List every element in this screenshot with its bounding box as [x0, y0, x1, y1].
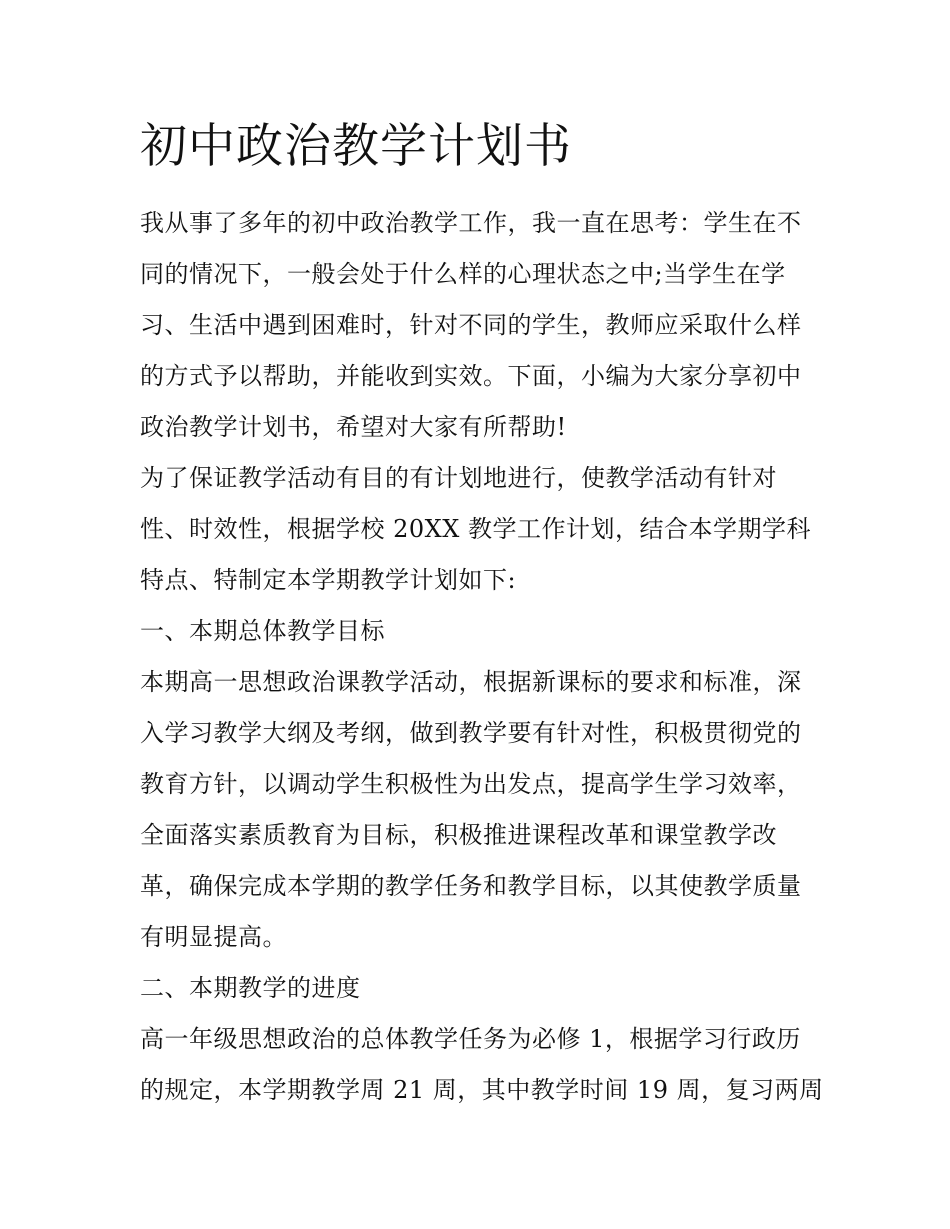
text-line: 同的情况下，一般会处于什么样的心理状态之中;当学生在学: [140, 260, 786, 288]
document-title: 初中政治教学计划书: [140, 119, 572, 174]
text-line: 革，确保完成本学期的教学任务和教学目标，以其使教学质量: [140, 872, 802, 900]
text-line: 我从事了多年的初中政治教学工作，我一直在思考：学生在不: [140, 209, 802, 237]
text-line: 的规定，本学期教学周 21 周，其中教学时间 19 周，复习两周: [140, 1076, 824, 1104]
text-line: 性、时效性，根据学校 20XX 教学工作计划，结合本学期学科: [140, 515, 811, 543]
text-line: 本期高一思想政治课教学活动，根据新课标的要求和标准，深: [140, 668, 802, 696]
text-line: 为了保证教学活动有目的有计划地进行，使教学活动有针对: [140, 464, 777, 492]
text-line: 的方式予以帮助，并能收到实效。下面，小编为大家分享初中: [140, 362, 802, 390]
text-line: 教育方针，以调动学生积极性为出发点，提高学生学习效率，: [140, 770, 802, 798]
text-line: 全面落实素质教育为目标，积极推进课程改革和课堂教学改: [140, 821, 777, 849]
text-line: 政治教学计划书，希望对大家有所帮助!: [140, 413, 567, 441]
text-line: 有明显提高。: [140, 923, 287, 951]
section-heading: 一、本期总体教学目标: [140, 617, 385, 645]
text-line: 特点、特制定本学期教学计划如下:: [140, 566, 517, 594]
section-heading: 二、本期教学的进度: [140, 974, 361, 1002]
text-line: 入学习教学大纲及考纲，做到教学要有针对性，积极贯彻党的: [140, 719, 802, 747]
document-body: [140, 198, 824, 1116]
text-line: 高一年级思想政治的总体教学任务为必修 1，根据学习行政历: [140, 1025, 801, 1053]
text-line: 习、生活中遇到困难时，针对不同的学生，教师应采取什么样: [140, 311, 802, 339]
